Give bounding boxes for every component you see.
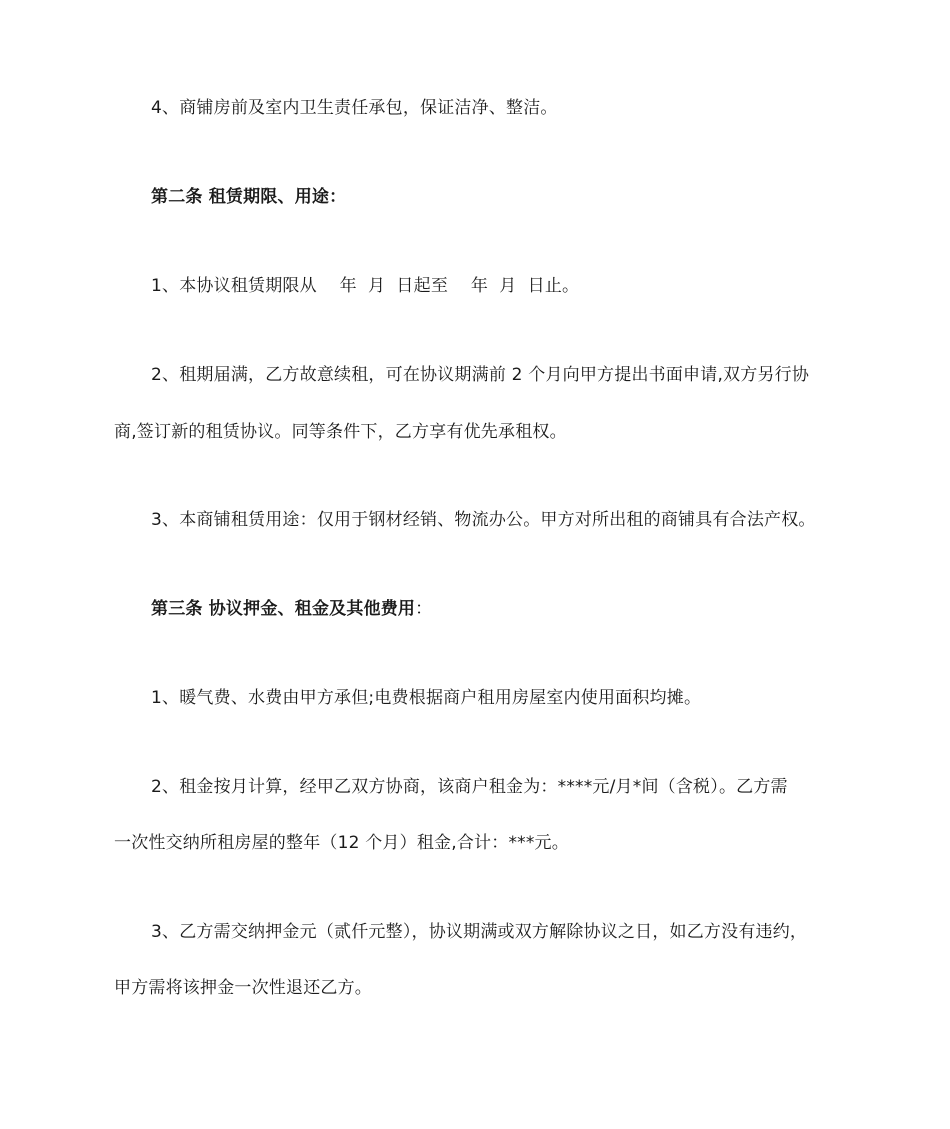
article-3-item-3-line-1: 3、乙方需交纳押金元（贰仟元整），协议期满或双方解除协议之日，如乙方没有违约， — [151, 922, 808, 942]
article-3-heading-colon: ： — [415, 599, 433, 619]
article-2-item-2-line-1: 2、租期届满，乙方故意续租，可在协议期满前 2 个月向甲方提出书面申请,双方另行协 — [151, 365, 810, 385]
article-3-heading-wrapper — [151, 598, 432, 620]
article-2-heading: 第二条 租赁期限、用途： — [151, 187, 347, 207]
clause-item-4: 4、商铺房前及室内卫生责任承包，保证洁净、整洁。 — [151, 98, 558, 118]
article-3-item-2-line-1: 2、租金按月计算，经甲乙双方协商，该商户租金为：****元/月*间（含税）。乙方需 — [151, 777, 788, 797]
article-2-item-1: 1、本协议租赁期限从 年 月 日起至 年 月 日止。 — [151, 276, 580, 296]
article-2-item-2-line-2: 商,签订新的租赁协议。同等条件下，乙方享有优先承租权。 — [114, 422, 567, 442]
article-3-item-2-line-2: 一次性交纳所租房屋的整年（12 个月）租金,合计：***元。 — [114, 833, 569, 853]
article-3-heading: 第三条 协议押金、租金及其他费用 — [151, 599, 416, 619]
article-3-item-3-line-2: 甲方需将该押金一次性退还乙方。 — [114, 978, 372, 998]
article-2-item-3: 3、本商铺租赁用途：仅用于钢材经销、物流办公。甲方对所出租的商铺具有合法产权。 — [151, 510, 816, 530]
article-3-item-1: 1、暖气费、水费由甲方承但;电费根据商户租用房屋室内使用面积均摊。 — [151, 688, 702, 708]
